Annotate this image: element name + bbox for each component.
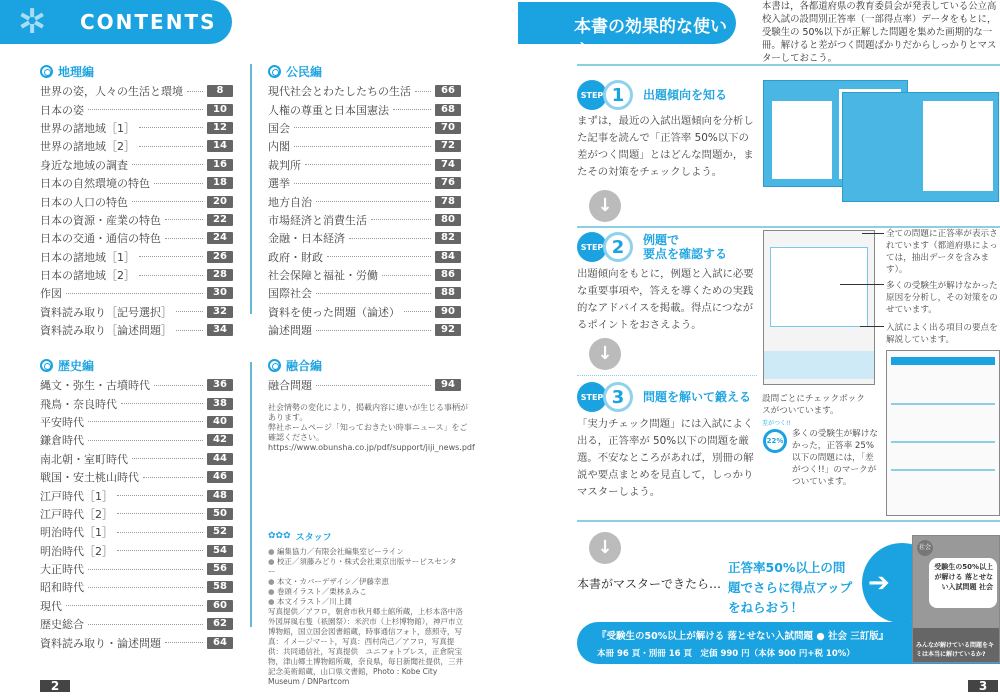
step-3-heading xyxy=(577,382,751,412)
toc-entry-title: 社会保障と福祉・労働 xyxy=(268,269,378,283)
toc-page-number: 18 xyxy=(207,177,233,189)
section-title: 公民編 xyxy=(286,64,323,79)
toc-page-number: 64 xyxy=(207,637,233,649)
staff-credit-text: 編集協力／有限会社編集室ビーライン xyxy=(276,547,404,556)
toc-entry-title: 縄文・弥生・古墳時代 xyxy=(40,379,150,393)
leader-dots xyxy=(132,458,203,459)
toc-page-number: 38 xyxy=(207,398,233,410)
callout-text: 設問ごとにチェックボックスがついています。 xyxy=(762,394,865,416)
toc-page-number: 30 xyxy=(207,287,233,299)
leader-dots xyxy=(139,146,203,147)
toc-section-civics xyxy=(268,63,461,339)
leader-dots xyxy=(187,91,203,92)
section-heading xyxy=(268,357,461,373)
toc-entry-title: 日本の姿 xyxy=(40,103,84,117)
toc-entry-title: 国際社会 xyxy=(268,287,312,301)
toc-entry[interactable] xyxy=(40,450,233,468)
toc-entry-title: 資料読み取り・論述問題 xyxy=(40,636,161,650)
toc-entry-title: 作図 xyxy=(40,287,62,301)
toc-entry-title: 市場経済と消費生活 xyxy=(268,213,367,227)
toc-entry-title: 資料読み取り［記号選択］ xyxy=(40,305,172,319)
staff-credit-text: 校正／須藤みどり・株式会社東京出版サービスセンター xyxy=(268,557,457,576)
step-2-heading xyxy=(577,232,727,262)
target-icon xyxy=(40,359,53,372)
staff-credit: ● 本文イラスト／川上潤 xyxy=(268,597,352,606)
down-arrow-icon: ↓ xyxy=(589,338,621,370)
toc-entry[interactable] xyxy=(40,468,233,486)
toc-entry[interactable] xyxy=(40,248,233,266)
toc-entry-title: 世界の諸地域［2］ xyxy=(40,140,135,154)
toc-page-number: 68 xyxy=(435,104,461,116)
toc-entry-title: 身近な地域の調査 xyxy=(40,158,128,172)
callout-line xyxy=(860,326,884,327)
leader-dots xyxy=(139,127,203,128)
toc-entry[interactable] xyxy=(40,578,233,596)
step-2-body: 出題傾向をもとに，例題と入試に必要な重要事項や，答えを導くための実践的なアドバイスを掲載。得点につながるポイントをおさえよう。 xyxy=(577,268,754,331)
toc-page-number: 16 xyxy=(207,159,233,171)
leader-dots xyxy=(415,91,431,92)
toc-entry[interactable] xyxy=(40,394,233,412)
toc-entry-title: 融合問題 xyxy=(268,379,312,393)
step-number: 1 xyxy=(603,80,633,110)
leader-dots xyxy=(88,440,203,441)
section-title: 地理編 xyxy=(58,64,95,79)
cover-tagline: みんなが解けている問題をキミは本当に解けているか? xyxy=(913,628,999,662)
toc-entry[interactable] xyxy=(268,284,461,302)
toc-page-number: 24 xyxy=(207,232,233,244)
leader-dots xyxy=(294,146,431,147)
toc-page-number: 60 xyxy=(207,600,233,612)
toc-page-number: 76 xyxy=(435,177,461,189)
section-heading xyxy=(268,63,461,79)
step-title: 例題で 要点を確認する xyxy=(643,233,728,261)
target-icon xyxy=(268,65,281,78)
leader-dots xyxy=(165,238,203,239)
promo-text: 正答率50%以上の問題でさらに得点アップをねらおう！ xyxy=(728,560,853,615)
toc-page-number: 70 xyxy=(435,122,461,134)
toc-entry-title: 論述問題 xyxy=(268,324,312,338)
toc-page-number: 84 xyxy=(435,251,461,263)
leader-dots xyxy=(139,256,203,257)
leader-dots xyxy=(393,109,431,110)
cover-title: 受験生の50%以上が解ける 落とせない入試問題 社会 xyxy=(929,558,997,608)
callout-text: 入試によく出る項目の要点を解説しています。 xyxy=(886,323,998,345)
toc-entry-title: 昭和時代 xyxy=(40,581,84,595)
toc-page-number: 80 xyxy=(435,214,461,226)
toc-entry-title: 裁判所 xyxy=(268,158,301,172)
staff-credit-text: 本文イラスト／川上潤 xyxy=(276,597,352,606)
toc-entry[interactable] xyxy=(268,303,461,321)
toc-entry[interactable] xyxy=(268,376,461,394)
toc-entry-title: 明治時代［2］ xyxy=(40,544,113,558)
leader-dots xyxy=(316,330,431,331)
toc-entry[interactable] xyxy=(268,229,461,247)
toc-entry[interactable] xyxy=(268,137,461,155)
step-badge: STEP xyxy=(577,382,607,412)
toc-page-number: 42 xyxy=(207,434,233,446)
toc-entry[interactable] xyxy=(268,100,461,118)
leader-dots xyxy=(117,513,203,514)
step-1-heading xyxy=(577,80,727,110)
step-number: 2 xyxy=(603,232,633,262)
toc-page-number: 8 xyxy=(207,85,233,97)
toc-entry-title: 内閣 xyxy=(268,140,290,154)
toc-entry[interactable] xyxy=(40,486,233,504)
step-1-body: まずは，最近の入試出題傾向を分析した記事を読んで「正答率 50%以下の差がつく問題」とはどんな問題か，またその対策をチェックしよう。 xyxy=(577,115,754,178)
leader-dots xyxy=(316,385,431,386)
staff-title: スタッフ xyxy=(295,532,332,543)
toc-entry-title: 日本の交通・通信の特色 xyxy=(40,232,161,246)
step-badge: STEP xyxy=(577,232,607,262)
toc-entry[interactable] xyxy=(268,156,461,174)
toc-page-number: 86 xyxy=(435,269,461,281)
callout-line xyxy=(840,284,884,285)
toc-entry[interactable] xyxy=(40,542,233,560)
column-divider xyxy=(250,362,252,627)
down-arrow-icon: ↓ xyxy=(589,532,621,564)
toc-entry[interactable] xyxy=(40,615,233,633)
leader-dots xyxy=(294,183,431,184)
toc-entry[interactable] xyxy=(40,284,233,302)
toc-page-number: 28 xyxy=(207,269,233,281)
step-title: 問題を解いて鍛える xyxy=(643,390,752,404)
toc-entry[interactable] xyxy=(40,266,233,284)
toc-entry[interactable] xyxy=(40,119,233,137)
toc-entry[interactable] xyxy=(268,192,461,210)
toc-entry-title: 世界の姿，人々の生活と環境 xyxy=(40,85,183,99)
toc-section-history xyxy=(40,357,233,652)
toc-page-number: 26 xyxy=(207,251,233,263)
toc-entry-title: 日本の資源・産業の特色 xyxy=(40,213,161,227)
toc-entry-title: 人権の尊重と日本国憲法 xyxy=(268,103,389,117)
toc-entry-title: 江戸時代［1］ xyxy=(40,489,113,503)
section-heading xyxy=(40,63,233,79)
leader-dots xyxy=(316,201,431,202)
toc-entry[interactable] xyxy=(268,119,461,137)
snowflake-arrows-icon: ✲ xyxy=(18,2,47,42)
toc-page-number: 88 xyxy=(435,287,461,299)
toc-page-number: 36 xyxy=(207,379,233,391)
page-number-left: 2 xyxy=(40,680,70,692)
leader-dots xyxy=(143,477,203,478)
callout-text: 全ての問題に正答率が表示されています（都道府県によっては，抽出データを含みます）。 xyxy=(886,229,998,275)
leader-dots xyxy=(132,164,203,165)
notice-line: 弊社ホームページ「知っておきたい時事ニュース」をご確認ください。 xyxy=(268,423,468,442)
leader-dots xyxy=(139,275,203,276)
toc-entry-title: 飛鳥・奈良時代 xyxy=(40,397,117,411)
leader-dots xyxy=(66,293,203,294)
leader-dots xyxy=(382,275,431,276)
toc-entry-title: 地方自治 xyxy=(268,195,312,209)
toc-section-geography xyxy=(40,63,233,339)
step-title: 出題傾向を知る xyxy=(643,88,728,102)
step-number: 3 xyxy=(603,382,633,412)
leader-dots xyxy=(165,219,203,220)
sample-page-thumbnail xyxy=(842,92,999,202)
toc-entry[interactable] xyxy=(40,633,233,651)
toc-entry[interactable] xyxy=(40,505,233,523)
toc-page-number: 22 xyxy=(207,214,233,226)
toc-entry[interactable] xyxy=(40,211,233,229)
toc-entry-title: 大正時代 xyxy=(40,563,84,577)
toc-entry[interactable] xyxy=(40,174,233,192)
toc-entry[interactable] xyxy=(40,523,233,541)
divider xyxy=(577,520,1000,522)
cover-subject: 社会 xyxy=(917,540,933,556)
toc-entry[interactable] xyxy=(40,137,233,155)
leader-dots xyxy=(294,127,431,128)
contents-title: CONTENTS xyxy=(80,10,217,34)
book-price-info: 本冊 96 頁・別冊 16 頁 定価 990 円（本体 900 円+税 10%） xyxy=(597,649,855,659)
leader-dots xyxy=(154,183,203,184)
toc-entry-title: 政府・財政 xyxy=(268,250,323,264)
toc-entry[interactable] xyxy=(40,229,233,247)
staff-icon: ✿✿✿ xyxy=(268,531,291,541)
toc-page-number: 66 xyxy=(435,85,461,97)
step-badge: STEP xyxy=(577,80,607,110)
toc-entry[interactable] xyxy=(40,321,233,339)
column-divider xyxy=(250,64,252,314)
toc-entry-title: 資料読み取り［論述問題］ xyxy=(40,324,172,338)
toc-page-number: 12 xyxy=(207,122,233,134)
toc-page-number: 52 xyxy=(207,526,233,538)
leader-dots xyxy=(132,201,203,202)
leader-dots xyxy=(316,293,431,294)
toc-entry-title: 戦国・安土桃山時代 xyxy=(40,471,139,485)
target-icon xyxy=(40,65,53,78)
leader-dots xyxy=(305,164,431,165)
toc-page-number: 72 xyxy=(435,140,461,152)
leader-dots xyxy=(176,330,203,331)
toc-entry[interactable] xyxy=(268,211,461,229)
contents-header xyxy=(0,0,232,44)
toc-entry-title: 平安時代 xyxy=(40,415,84,429)
toc-page-number: 92 xyxy=(435,324,461,336)
leader-dots xyxy=(327,256,431,257)
toc-page-number: 82 xyxy=(435,232,461,244)
practice-page-thumbnail xyxy=(886,350,1000,516)
toc-page-number: 14 xyxy=(207,140,233,152)
leader-dots xyxy=(117,550,203,551)
toc-entry[interactable] xyxy=(268,174,461,192)
toc-page-number: 40 xyxy=(207,416,233,428)
toc-entry[interactable] xyxy=(268,266,461,284)
toc-entry-title: 鎌倉時代 xyxy=(40,434,84,448)
toc-entry-title: 選挙 xyxy=(268,177,290,191)
toc-page-number: 50 xyxy=(207,508,233,520)
example-page-thumbnail xyxy=(763,230,875,385)
toc-entry-title: 歴史総合 xyxy=(40,618,84,632)
staff-credit-text: 巻頭イラスト／栗林ゑみこ xyxy=(276,587,367,596)
toc-page-number: 34 xyxy=(207,324,233,336)
leader-dots xyxy=(117,532,203,533)
leader-dots xyxy=(88,421,203,422)
toc-entry[interactable] xyxy=(40,431,233,449)
photo-credit: 写真提供／アフロ，朝倉市秋月郷土館所蔵，上杉本洛中洛外図屏風右隻（祇園祭）：米沢市（上杉博物館），神戸市立博物館，国立国会図書館蔵，時事通信フォト，慈照寺，写真：イメージマート，写真：西村尚己／アフロ，写真提供：共同通信社，写真提供 ユニフォトプレス，正倉院宝物，津山郷土博物館所蔵，奈良県，毎日新聞社提供，三井記念美術館蔵，山口県文書館，Photo : Kobe City Museum / DNPartcom xyxy=(268,607,463,686)
toc-entry-title: 国会 xyxy=(268,121,290,135)
leader-dots xyxy=(88,569,203,570)
toc-entry[interactable] xyxy=(268,82,461,100)
callout-line xyxy=(862,233,884,234)
toc-section-integrated xyxy=(268,357,461,394)
toc-entry-title: 明治時代［1］ xyxy=(40,526,113,540)
toc-page-number: 78 xyxy=(435,196,461,208)
section-heading xyxy=(40,357,233,373)
leader-dots xyxy=(121,403,203,404)
master-text: 本書がマスターできたら… xyxy=(577,577,722,591)
leader-dots xyxy=(88,587,203,588)
toc-entry[interactable] xyxy=(40,560,233,578)
toc-page-number: 46 xyxy=(207,471,233,483)
notice xyxy=(268,403,475,453)
book-title: 『受験生の50%以上が解ける 落とせない入試問題 ● 社会 三訂版』 xyxy=(597,631,889,642)
toc-page-number: 20 xyxy=(207,196,233,208)
page-number-right: 3 xyxy=(968,680,998,692)
section-title: 歴史編 xyxy=(58,358,95,373)
arrow-right-icon: ➔ xyxy=(862,543,942,623)
accuracy-rate-badge: 22% xyxy=(763,429,787,453)
leader-dots xyxy=(176,311,203,312)
toc-entry-title: 日本の諸地域［2］ xyxy=(40,269,135,283)
staff-credit-text: 本文・カバーデザイン／伊藤幸恵 xyxy=(276,577,389,586)
toc-entry[interactable] xyxy=(268,321,461,339)
toc-entry-title: 江戸時代［2］ xyxy=(40,507,113,521)
staff-credit: ● 本文・カバーデザイン／伊藤幸恵 xyxy=(268,577,389,586)
toc-entry[interactable] xyxy=(268,248,461,266)
toc-page-number: 90 xyxy=(435,306,461,318)
book-cover xyxy=(912,535,1000,663)
section-title: 融合編 xyxy=(286,358,323,373)
toc-page-number: 32 xyxy=(207,306,233,318)
divider xyxy=(577,64,1000,66)
intro-text: 本書は，各都道府県の教育委員会が発表している公立高校入試の設問別正答率（一部得点率）データをもとに，受験生の 50%以下が正解した問題を集めた画期的な一冊。解けると差がつく問題ばかりだからしっかりとマスターしておこう。 xyxy=(762,1,997,64)
leader-dots xyxy=(154,385,203,386)
toc-entry-title: 資料を使った問題（論述） xyxy=(268,305,400,319)
toc-entry-title: 現代 xyxy=(40,599,62,613)
toc-entry-title: 南北朝・室町時代 xyxy=(40,452,128,466)
toc-entry-title: 金融・日本経済 xyxy=(268,232,345,246)
leader-dots xyxy=(165,642,203,643)
toc-page-number: 56 xyxy=(207,563,233,575)
toc-entry[interactable] xyxy=(40,82,233,100)
toc-page-number: 62 xyxy=(207,618,233,630)
toc-page-number: 54 xyxy=(207,545,233,557)
toc-page-number: 48 xyxy=(207,490,233,502)
toc-page-number: 58 xyxy=(207,581,233,593)
staff-block xyxy=(268,528,463,687)
staff-credit: ● 校正／須藤みどり・株式会社東京出版サービスセンター xyxy=(268,557,457,576)
target-icon xyxy=(268,359,281,372)
toc-page-number: 44 xyxy=(207,453,233,465)
staff-credit: ● 巻頭イラスト／栗林ゑみこ xyxy=(268,587,367,596)
leader-dots xyxy=(349,238,431,239)
leader-dots xyxy=(88,109,203,110)
dotted-divider xyxy=(577,375,757,376)
notice-url[interactable]: https://www.obunsha.co.jp/pdf/support/jiji_news.pdf xyxy=(268,443,475,452)
leader-dots xyxy=(404,311,431,312)
toc-entry-title: 日本の自然環境の特色 xyxy=(40,177,150,191)
toc-entry[interactable] xyxy=(40,303,233,321)
toc-entry-title: 現代社会とわたしたちの生活 xyxy=(268,85,411,99)
callout-text: 多くの受験生が解けなかった原因を分析し，その対策をのせています。 xyxy=(886,281,998,315)
toc-page-number: 94 xyxy=(435,379,461,391)
leader-dots xyxy=(371,219,431,220)
toc-entry[interactable] xyxy=(40,376,233,394)
toc-page-number: 10 xyxy=(207,104,233,116)
difference-mark-label: 差がつく!! xyxy=(762,420,791,427)
page-title: 本書の効果的な使い方 xyxy=(518,2,736,44)
down-arrow-icon: ↓ xyxy=(589,190,621,222)
toc-page-number: 74 xyxy=(435,159,461,171)
toc-entry-title: 日本の諸地域［1］ xyxy=(40,250,135,264)
toc-entry-title: 日本の人口の特色 xyxy=(40,195,128,209)
notice-line: 社会情勢の変化により，掲載内容に違いが生じる事柄があります。 xyxy=(268,403,468,422)
toc-entry[interactable] xyxy=(40,413,233,431)
toc-entry[interactable] xyxy=(40,156,233,174)
leader-dots xyxy=(117,495,203,496)
step-3-body: 「実力チェック問題」には入試によく出る，正答率が 50%以下の問題を厳選。不安なところがあれば，別冊の解説や要点まとめを見直して，しっかりマスターしよう。 xyxy=(577,418,754,498)
toc-entry-title: 世界の諸地域［1］ xyxy=(40,121,135,135)
toc-entry[interactable] xyxy=(40,192,233,210)
toc-entry[interactable] xyxy=(40,597,233,615)
staff-credit: ● 編集協力／有限会社編集室ビーライン xyxy=(268,547,404,556)
callout-text: 多くの受験生が解けなかった，正答率 25%以下の問題には，「差がつく!!」のマークがついています。 xyxy=(792,429,878,487)
toc-entry[interactable] xyxy=(40,100,233,118)
leader-dots xyxy=(66,605,203,606)
leader-dots xyxy=(88,624,203,625)
